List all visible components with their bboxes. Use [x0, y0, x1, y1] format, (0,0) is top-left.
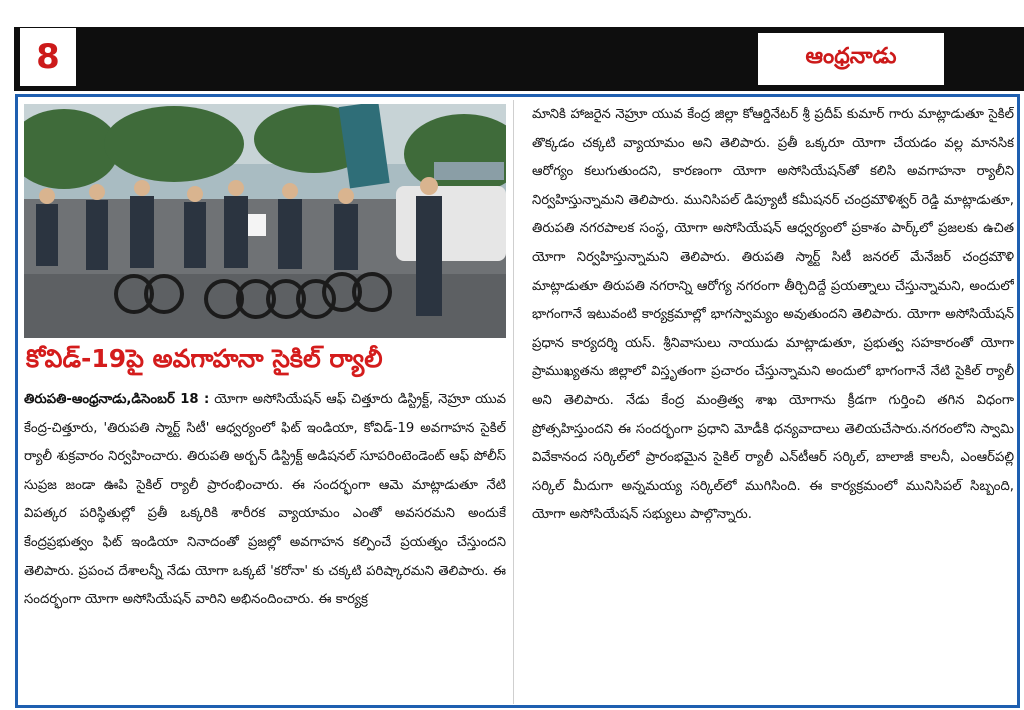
body-text-right: మానికి హాజరైన నెహ్రూ యువ కేంద్ర జిల్లా కోఆర్డినేటర్ శ్రీ ప్రదీప్ కుమార్ గారు మాట్లాడుతూ సైకిల్ తొక్కడం చక్కటి వ్యాయామం అని తెలిపారు. ప్రతీ ఒక్కరూ యోగా చేయడం వల్ల మానసిక ఆరోగ్యం కలుగుతుందని, కారణంగా యోగా అసోసియేషన్‌తో కలిసి అవగాహనా ర్యాలీని నిర్వహిస్తున్నామని తెలిపారు. మునిసిపల్ డిప్యూటీ కమీషనర్ చంద్రమౌళిశ్వర్ రెడ్డి మాట్లాడుతూ, తిరుపతి నగరపాలక సంస్థ, యోగా అసోసియేషన్ ఆధ్వర్యంలో ప్రకాశం పార్క్‌లో ప్రజలకు ఉచిత యోగా నిర్వహిస్తున్నామని తెలిపారు. తిరుపతి స్మార్ట్ సిటీ జనరల్ మేనేజర్ చంద్రమౌళి మాట్లాడుతూ తిరుపతి నగరాన్ని ఆరోగ్య నగరంగా తీర్చిదిద్దే ప్రయత్నాలు చేస్తున్నామని, అందులో భాగంగానే ఇటువంటి కార్యక్రమాల్లో భాగస్వామ్యం అవుతుందని తెలిపారు. యోగా అసోసియేషన్ ప్రధాన కార్యదర్శి యస్. శ్రీనివాసులు నాయుడు మాట్లాడుతూ, ప్రభుత్వ సహకారంతో యోగా ప్రాముఖ్యతను జిల్లాలో విస్తృతంగా ప్రచారం చేస్తున్నామని అందులో భాగంగానే నేటి సైకిల్ ర్యాలీ అని తెలిపారు. నేడు కేంద్ర మంత్రిత్వ శాఖ యోగాను క్రీడగా గుర్తించి తగిన విధంగా ప్రోత్సహిస్తుందని ఈ సందర్భంగా ప్రధాని మోడీకి ధన్యవాదాలు తెలియచేసారు.నగరంలోని స్వామి వివేకానంద సర్కిల్‌లో ప్రారంభమైన సైకిల్ ర్యాలీ ఎన్‌టీఆర్ సర్కిల్, బాలాజీ కాలనీ, ఎంఆర్‌పల్లి సర్కిల్ మీదుగా అన్నమయ్య సర్కిల్‌లో ముగిసింది. ఈ కార్యక్రమంలో మునిసిపల్ సిబ్బంది, యోగా అసోసియేషన్ సభ్యులు పాల్గొన్నారు. — [532, 107, 1014, 523]
cycle-rally-photo — [24, 104, 506, 338]
dateline: తిరుపతి-ఆంధ్రనాడు,డిసెంబర్ 18 : — [24, 392, 210, 407]
page-number: 8 — [20, 28, 76, 86]
newspaper-masthead: ఆంధ్రనాడు — [758, 33, 944, 85]
column-divider — [513, 100, 514, 704]
article-body-left — [24, 386, 506, 704]
news-photo — [24, 104, 506, 338]
article-body-right — [532, 101, 1014, 671]
body-text-left: యోగా అసోసియేషన్ ఆఫ్ చిత్తూరు డిస్ట్రిక్ట్, నెహ్రూ యువ కేంద్ర-చిత్తూరు, 'తిరుపతి స్మార్ట్ సిటీ' ఆధ్వర్యంలో ఫిట్ ఇండియా, కోవిడ్-19 అవగాహన సైకిల్ ర్యాలీ శుక్రవారం నిర్వహించారు. తిరుపతి అర్బన్ డిస్ట్రిక్ట్ అడిషనల్ సూపరింటెండెంట్ ఆఫ్ పోలీస్ సుప్రజ జండా ఊపి సైకిల్ ర్యాలీ ప్రారంభించారు. ఈ సందర్భంగా ఆమె మాట్లాడుతూ నేటి విపత్కర పరిస్థితుల్లో ప్రతీ ఒక్కరికి శారీరక వ్యాయామం ఎంతో అవసరమని అందుకే కేంద్రప్రభుత్వం ఫిట్ ఇండియా నినాదంతో ప్రజల్లో అవగాహన కల్పించే ప్రయత్నం చేస్తుందని తెలిపారు. ప్రపంచ దేశాలన్నీ నేడు యోగా ఒక్కటే 'కరోనా' కు చక్కటి పరిష్కారమని తెలిపారు. ఈ సందర్భంగా యోగా అసోసియేషన్ వారిని అభినందించారు. ఈ కార్యక్ర — [24, 392, 506, 608]
article-headline: కోవిడ్-19పై అవగాహనా సైకిల్ ర్యాలీ — [26, 344, 383, 373]
